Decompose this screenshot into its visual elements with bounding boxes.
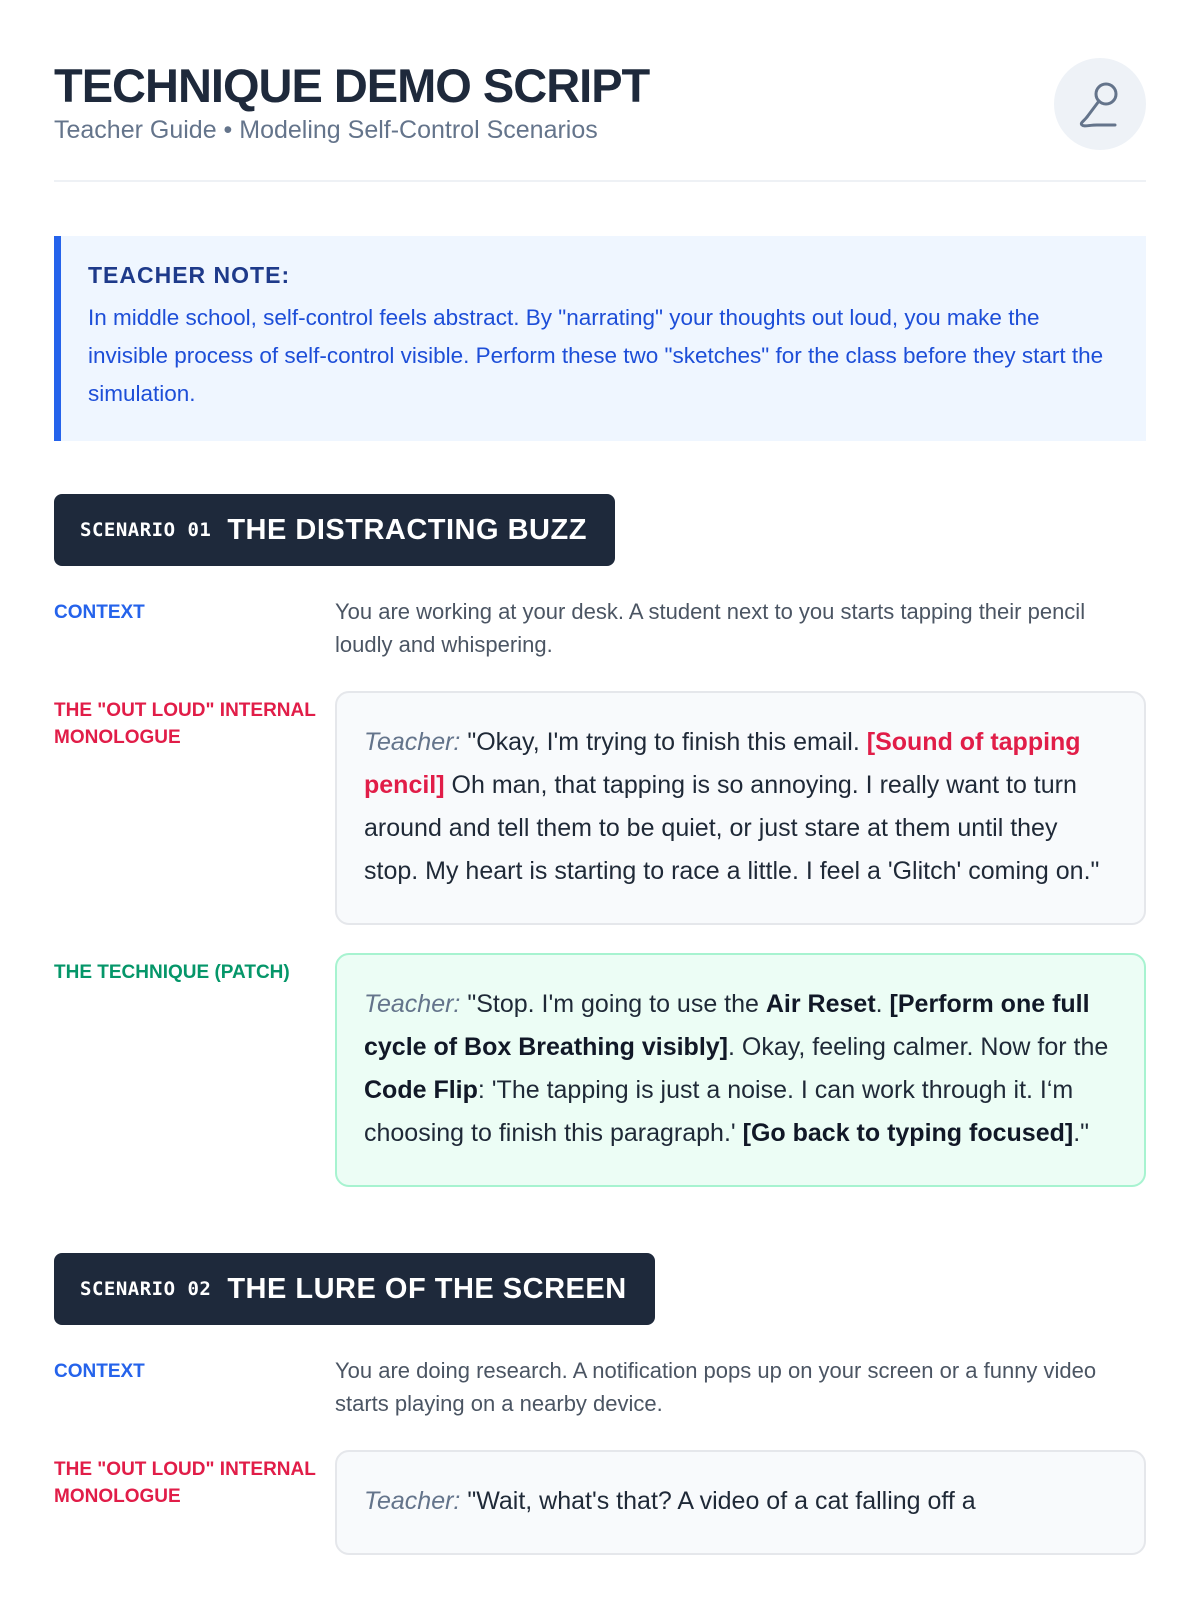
stage-direction: [Perform one full cycle of Box Breathing visibly] bbox=[364, 990, 1090, 1061]
technique-label: THE TECHNIQUE (PATCH) bbox=[54, 962, 290, 983]
scenario-2-monologue-box bbox=[335, 1450, 1146, 1555]
scenario-2-monologue-row bbox=[54, 1450, 1146, 1555]
scenario-1 bbox=[54, 494, 1146, 1187]
monologue-label: THE "OUT LOUD" INTERNAL MONOLOGUE bbox=[54, 1459, 316, 1507]
technique-text: . bbox=[875, 990, 890, 1018]
page-subtitle: Teacher Guide • Modeling Self-Control Scenarios bbox=[54, 116, 598, 144]
page-title: TECHNIQUE DEMO SCRIPT bbox=[54, 59, 650, 112]
scenario-1-title: THE DISTRACTING BUZZ bbox=[227, 513, 587, 546]
speaker-label: Teacher: bbox=[364, 990, 461, 1018]
scenario-2 bbox=[54, 1253, 1146, 1555]
scenario-1-context: You are working at your desk. A student next to you starts tapping their pencil loudly and whispering. bbox=[335, 599, 1086, 657]
monologue-text: Oh man, that tapping is so annoying. I really want to turn around and tell them to be quiet, or just stare at them until they stop. My heart is starting to race a little. I feel a 'Glitch' coming on." bbox=[364, 771, 1100, 885]
speaker-label: Teacher: bbox=[364, 1487, 461, 1515]
scenario-2-context: You are doing research. A notification pops up on your screen or a funny video starts playing on a nearby device. bbox=[335, 1358, 1097, 1416]
technique-name: Code Flip bbox=[364, 1076, 478, 1104]
scenario-1-header bbox=[54, 494, 615, 566]
scenario-2-header bbox=[54, 1253, 655, 1325]
context-label: CONTEXT bbox=[54, 1361, 145, 1382]
microphone-icon bbox=[1054, 58, 1146, 150]
scenario-1-monologue-box bbox=[335, 691, 1146, 925]
speaker-label: Teacher: bbox=[364, 728, 461, 756]
monologue-text: "Wait, what's that? A video of a cat falling off a bbox=[460, 1487, 976, 1515]
technique-text: . Okay, feeling calmer. Now for the bbox=[728, 1033, 1109, 1061]
scenario-1-technique-box bbox=[335, 953, 1146, 1187]
monologue-text: "Okay, I'm trying to finish this email. bbox=[460, 728, 867, 756]
technique-text: "Stop. I'm going to use the bbox=[460, 990, 766, 1018]
context-label: CONTEXT bbox=[54, 602, 145, 623]
sound-cue: [Sound of tapping pencil] bbox=[364, 728, 1081, 799]
technique-name: Air Reset bbox=[765, 990, 876, 1018]
monologue-label: THE "OUT LOUD" INTERNAL MONOLOGUE bbox=[54, 700, 316, 748]
teacher-note-title: TEACHER NOTE: bbox=[88, 262, 291, 288]
scenario-2-number: SCENARIO 02 bbox=[80, 1278, 212, 1300]
technique-text: : 'The tapping is just a noise. I can work through it. I‘m choosing to finish this paragraph.' bbox=[364, 1076, 1074, 1147]
scenario-2-title: THE LURE OF THE SCREEN bbox=[227, 1272, 627, 1305]
scenario-1-technique-row bbox=[54, 953, 1146, 1187]
header bbox=[54, 0, 1146, 182]
scenario-1-context-row bbox=[54, 595, 1146, 661]
teacher-note-text: In middle school, self-control feels abstract. By "narrating" your thoughts out loud, you make the invisible process of self-control visible. Perform these two "sketches" for the class before they start the simulation. bbox=[88, 305, 1104, 406]
scenario-1-monologue-row bbox=[54, 691, 1146, 925]
stage-direction: [Go back to typing focused] bbox=[742, 1119, 1074, 1147]
scenario-2-context-row bbox=[54, 1354, 1146, 1420]
scenario-1-number: SCENARIO 01 bbox=[80, 519, 212, 541]
technique-text: ." bbox=[1073, 1119, 1090, 1147]
teacher-note bbox=[54, 236, 1146, 441]
